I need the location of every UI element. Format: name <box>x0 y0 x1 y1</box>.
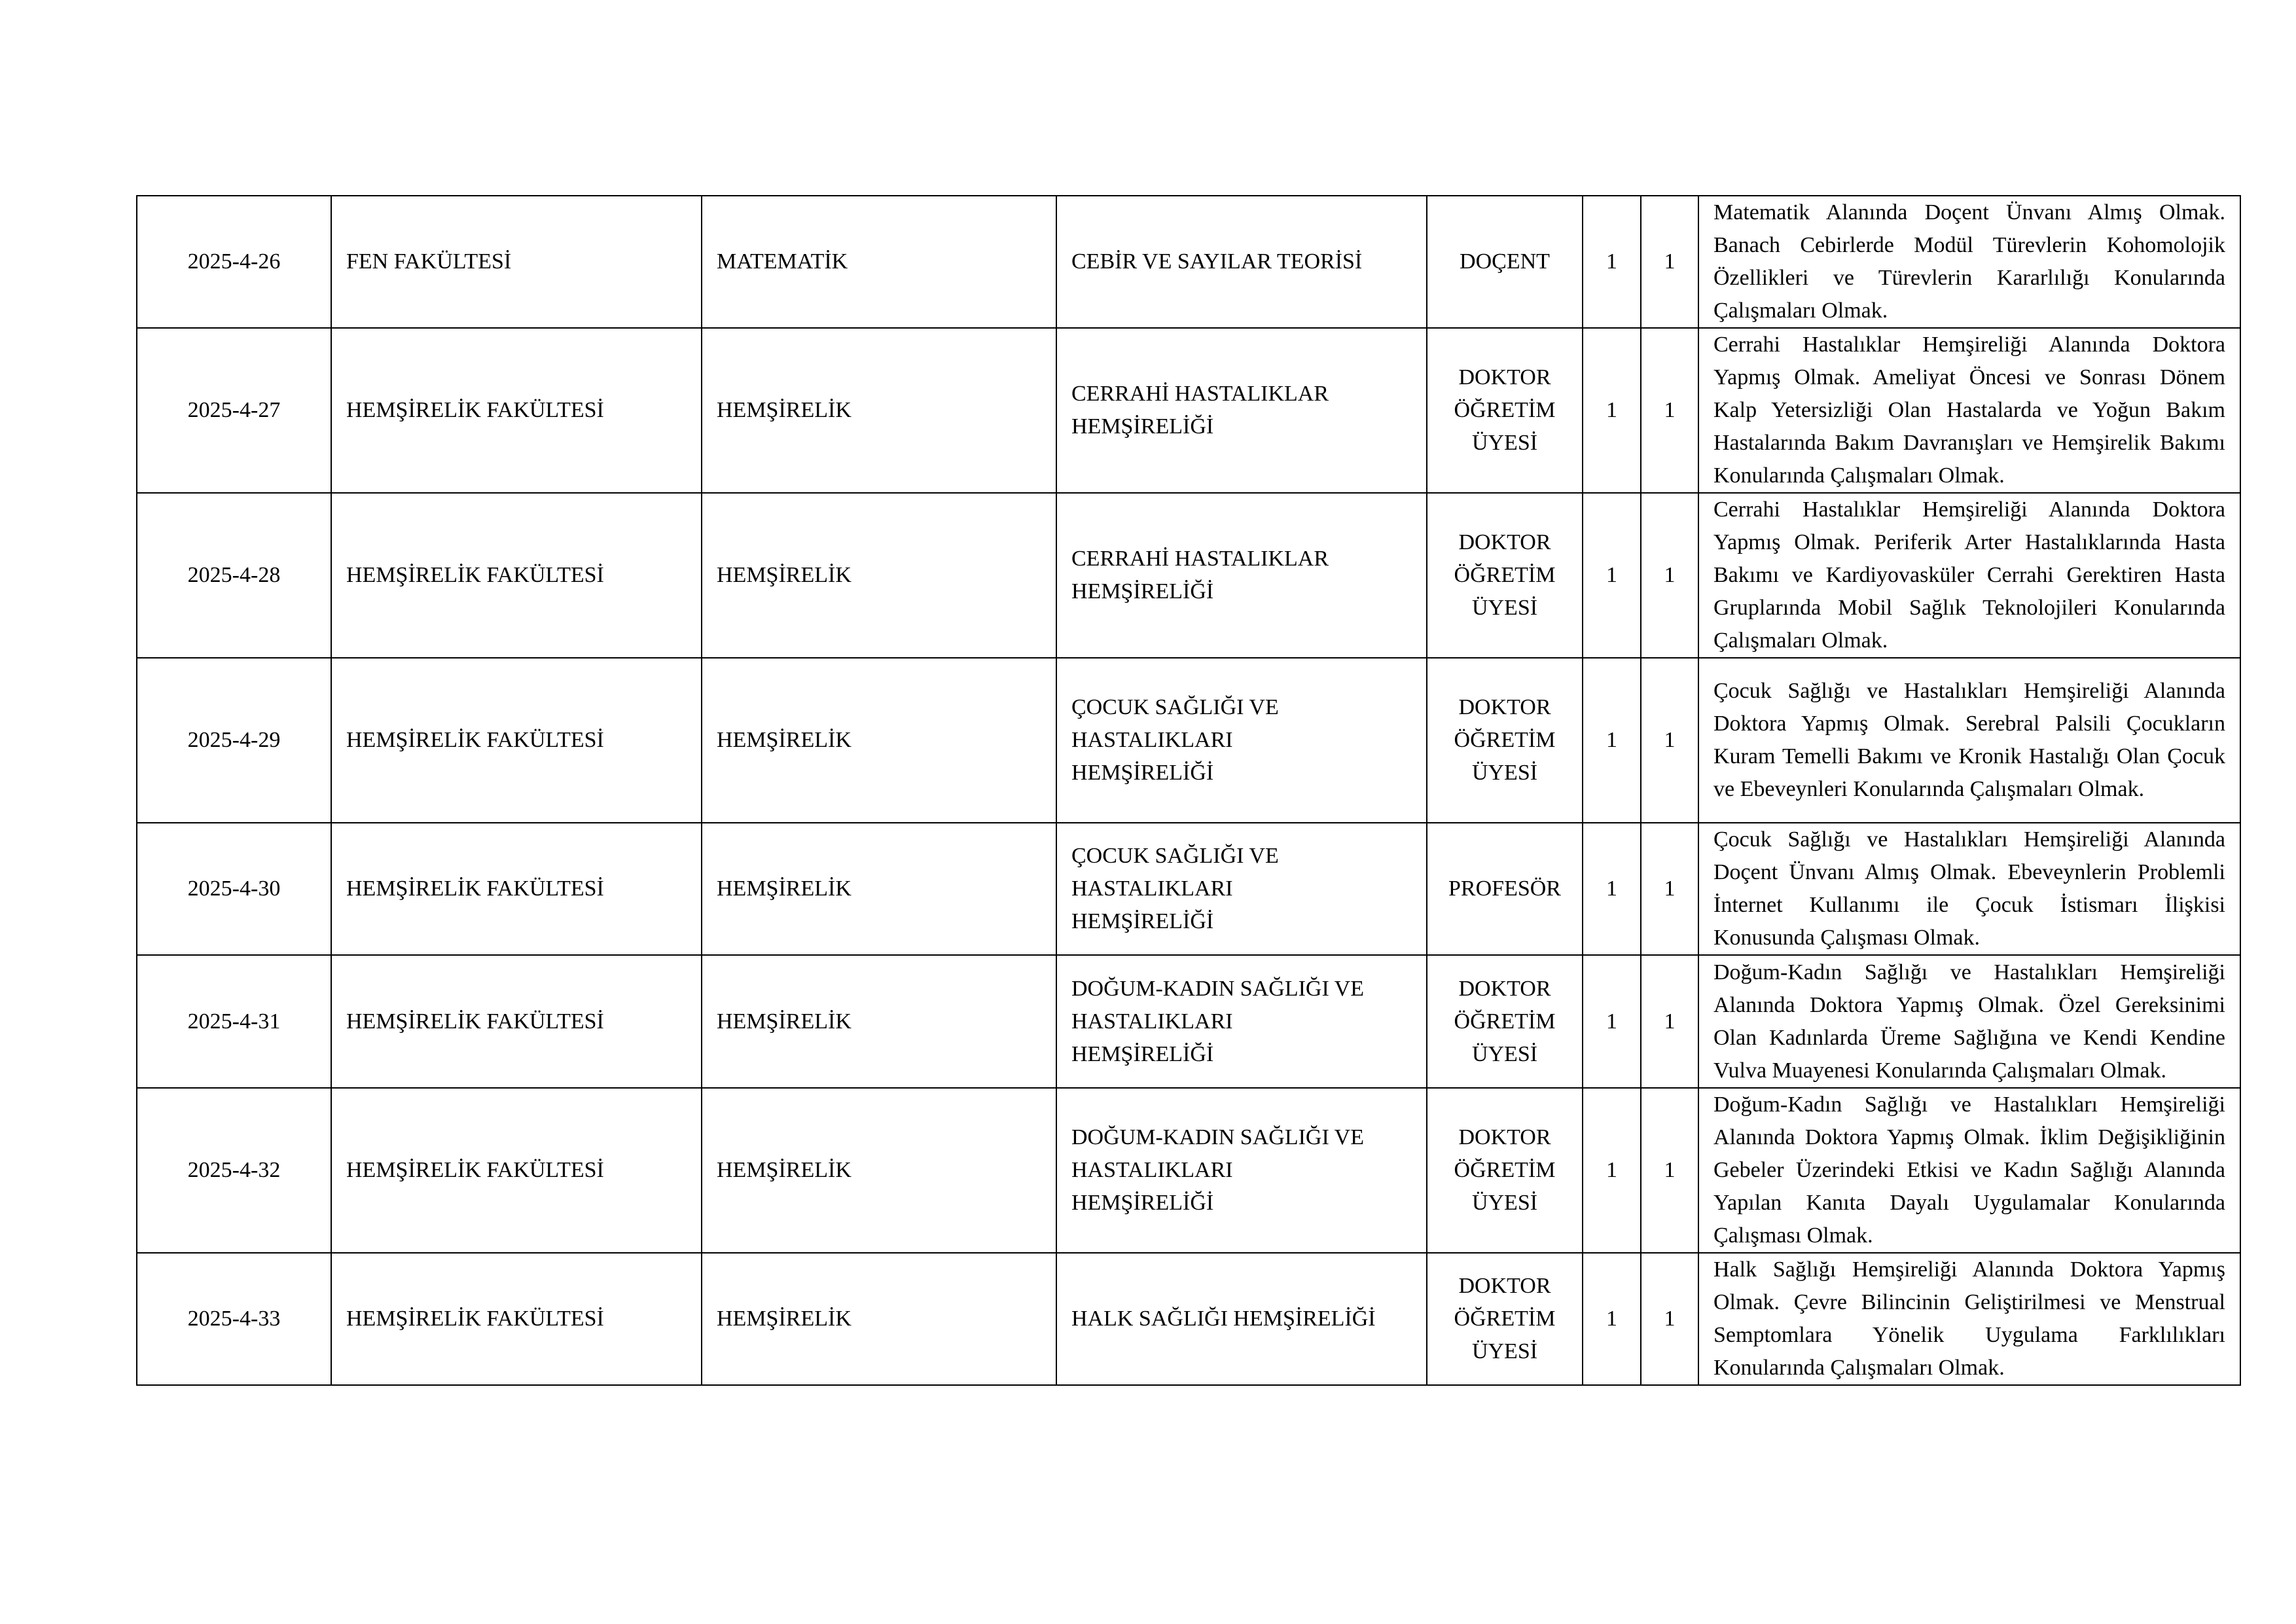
position-code: 2025-4-31 <box>137 955 331 1088</box>
field-name: ÇOCUK SAĞLIĞI VE HASTALIKLARI HEMŞİRELİĞİ <box>1056 658 1427 823</box>
faculty-name: FEN FAKÜLTESİ <box>331 196 702 328</box>
academic-title: PROFESÖR <box>1427 823 1583 955</box>
table-row <box>137 1253 2240 1385</box>
table-row <box>137 1088 2240 1253</box>
academic-title: DOKTOR ÖĞRETİM ÜYESİ <box>1427 1253 1583 1385</box>
position-count-secondary: 1 <box>1641 328 1698 493</box>
academic-title: DOKTOR ÖĞRETİM ÜYESİ <box>1427 658 1583 823</box>
field-name: CEBİR VE SAYILAR TEORİSİ <box>1056 196 1427 328</box>
position-count: 1 <box>1583 493 1641 658</box>
requirement-text: Matematik Alanında Doçent Ünvanı Almış Olmak. Banach Cebirlerde Modül Türevlerin Kohomolojik Özellikleri ve Türevlerin Kararlılığı Konularında Çalışmaları Olmak. <box>1698 196 2240 328</box>
position-count-secondary: 1 <box>1641 955 1698 1088</box>
academic-title: DOKTOR ÖĞRETİM ÜYESİ <box>1427 1088 1583 1253</box>
position-count: 1 <box>1583 1253 1641 1385</box>
table-body <box>137 196 2240 1385</box>
department-name: HEMŞİRELİK <box>702 328 1056 493</box>
requirement-text: Cerrahi Hastalıklar Hemşireliği Alanında Doktora Yapmış Olmak. Ameliyat Öncesi ve Sonrası Dönem Kalp Yetersizliği Olan Hastalarda ve Yoğun Bakım Hastalarında Bakım Davranışları ve Hemşirelik Bakımı Konularında Çalışmaları Olmak. <box>1698 328 2240 493</box>
faculty-name: HEMŞİRELİK FAKÜLTESİ <box>331 493 702 658</box>
department-name: HEMŞİRELİK <box>702 823 1056 955</box>
requirement-text: Çocuk Sağlığı ve Hastalıkları Hemşireliği Alanında Doçent Ünvanı Almış Olmak. Ebeveynlerin Problemli İnternet Kullanımı ile Çocuk İstismarı İlişkisi Konusunda Çalışması Olmak. <box>1698 823 2240 955</box>
field-name: CERRAHİ HASTALIKLAR HEMŞİRELİĞİ <box>1056 328 1427 493</box>
requirement-text: Cerrahi Hastalıklar Hemşireliği Alanında Doktora Yapmış Olmak. Periferik Arter Hastalıklarında Hasta Bakımı ve Kardiyovasküler Cerrahi Gerektiren Hasta Gruplarında Mobil Sağlık Teknolojileri Konularında Çalışmaları Olmak. <box>1698 493 2240 658</box>
academic-title: DOKTOR ÖĞRETİM ÜYESİ <box>1427 328 1583 493</box>
department-name: MATEMATİK <box>702 196 1056 328</box>
faculty-name: HEMŞİRELİK FAKÜLTESİ <box>331 955 702 1088</box>
requirement-text: Halk Sağlığı Hemşireliği Alanında Doktora Yapmış Olmak. Çevre Bilincinin Geliştirilmesi ve Menstrual Semptomlara Yönelik Uygulama Farklılıkları Konularında Çalışmaları Olmak. <box>1698 1253 2240 1385</box>
department-name: HEMŞİRELİK <box>702 493 1056 658</box>
position-count-secondary: 1 <box>1641 493 1698 658</box>
position-code: 2025-4-32 <box>137 1088 331 1253</box>
position-count-secondary: 1 <box>1641 1088 1698 1253</box>
table-row <box>137 823 2240 955</box>
position-count-secondary: 1 <box>1641 196 1698 328</box>
position-count: 1 <box>1583 196 1641 328</box>
faculty-name: HEMŞİRELİK FAKÜLTESİ <box>331 658 702 823</box>
position-count: 1 <box>1583 658 1641 823</box>
requirement-text: Doğum-Kadın Sağlığı ve Hastalıkları Hemşireliği Alanında Doktora Yapmış Olmak. İklim Değişikliğinin Gebeler Üzerindeki Etkisi ve Kadın Sağlığı Alanında Yapılan Kanıta Dayalı Uygulamalar Konularında Çalışması Olmak. <box>1698 1088 2240 1253</box>
academic-title: DOKTOR ÖĞRETİM ÜYESİ <box>1427 493 1583 658</box>
faculty-name: HEMŞİRELİK FAKÜLTESİ <box>331 823 702 955</box>
field-name: HALK SAĞLIĞI HEMŞİRELİĞİ <box>1056 1253 1427 1385</box>
position-table <box>136 195 2241 1386</box>
faculty-name: HEMŞİRELİK FAKÜLTESİ <box>331 328 702 493</box>
table-row <box>137 493 2240 658</box>
table-row <box>137 328 2240 493</box>
table-row <box>137 658 2240 823</box>
position-count-secondary: 1 <box>1641 1253 1698 1385</box>
field-name: CERRAHİ HASTALIKLAR HEMŞİRELİĞİ <box>1056 493 1427 658</box>
department-name: HEMŞİRELİK <box>702 658 1056 823</box>
department-name: HEMŞİRELİK <box>702 1253 1056 1385</box>
position-code: 2025-4-33 <box>137 1253 331 1385</box>
academic-title: DOÇENT <box>1427 196 1583 328</box>
department-name: HEMŞİRELİK <box>702 1088 1056 1253</box>
department-name: HEMŞİRELİK <box>702 955 1056 1088</box>
faculty-name: HEMŞİRELİK FAKÜLTESİ <box>331 1253 702 1385</box>
position-count: 1 <box>1583 328 1641 493</box>
field-name: DOĞUM-KADIN SAĞLIĞI VE HASTALIKLARI HEMŞİRELİĞİ <box>1056 955 1427 1088</box>
requirement-text: Doğum-Kadın Sağlığı ve Hastalıkları Hemşireliği Alanında Doktora Yapmış Olmak. Özel Gereksinimi Olan Kadınlarda Üreme Sağlığına ve Kendi Kendine Vulva Muayenesi Konularında Çalışmaları Olmak. <box>1698 955 2240 1088</box>
table-row <box>137 955 2240 1088</box>
field-name: DOĞUM-KADIN SAĞLIĞI VE HASTALIKLARI HEMŞİRELİĞİ <box>1056 1088 1427 1253</box>
faculty-name: HEMŞİRELİK FAKÜLTESİ <box>331 1088 702 1253</box>
position-code: 2025-4-26 <box>137 196 331 328</box>
position-code: 2025-4-29 <box>137 658 331 823</box>
requirement-text: Çocuk Sağlığı ve Hastalıkları Hemşireliği Alanında Doktora Yapmış Olmak. Serebral Palsili Çocukların Kuram Temelli Bakımı ve Kronik Hastalığı Olan Çocuk ve Ebeveynleri Konularında Çalışmaları Olmak. <box>1698 658 2240 823</box>
position-count-secondary: 1 <box>1641 823 1698 955</box>
field-name: ÇOCUK SAĞLIĞI VE HASTALIKLARI HEMŞİRELİĞİ <box>1056 823 1427 955</box>
position-code: 2025-4-30 <box>137 823 331 955</box>
academic-title: DOKTOR ÖĞRETİM ÜYESİ <box>1427 955 1583 1088</box>
position-count: 1 <box>1583 955 1641 1088</box>
position-code: 2025-4-27 <box>137 328 331 493</box>
position-code: 2025-4-28 <box>137 493 331 658</box>
position-count-secondary: 1 <box>1641 658 1698 823</box>
table-row <box>137 196 2240 328</box>
position-count: 1 <box>1583 823 1641 955</box>
position-count: 1 <box>1583 1088 1641 1253</box>
